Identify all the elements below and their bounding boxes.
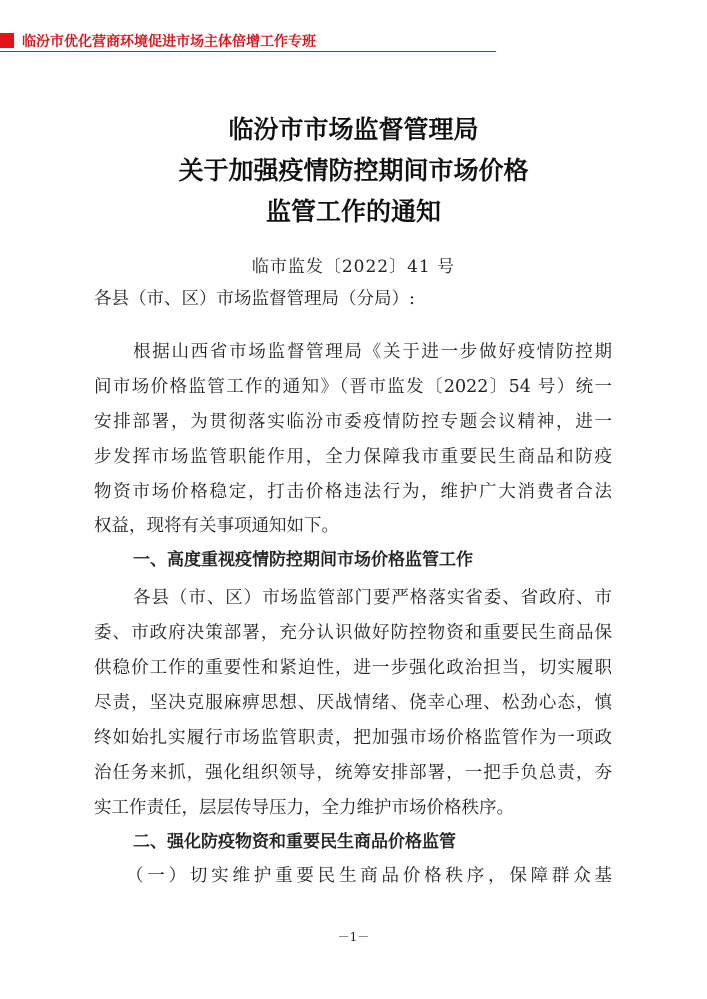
section-heading-2: 二、强化防疫物资和重要民生商品价格监管 <box>133 832 456 852</box>
document-title-line-3: 监管工作的通知 <box>265 197 441 226</box>
paragraph-2-line: 终如始扎实履行市场监管职责，把加强市场价格监管作为一项政 <box>94 728 612 748</box>
paragraph-1-line: 物资市场价格稳定，打击价格违法行为，维护广大消费者合法 <box>94 482 612 502</box>
paragraph-2-line: 实工作责任，层层传导压力，全力维护市场价格秩序。 <box>94 798 514 818</box>
paragraph-1-line: 间市场价格监管工作的通知》（晋市监发〔2022〕54 号）统一 <box>94 377 612 397</box>
paragraph-1-line: 权益，现将有关事项通知如下。 <box>94 516 339 536</box>
section-heading-1: 一、高度重视疫情防控期间市场价格监管工作 <box>133 550 473 570</box>
paragraph-2-line: 供稳价工作的重要性和紧迫性，进一步强化政治担当，切实履职 <box>94 658 612 678</box>
paragraph-1-line: 步发挥市场监管职能作用，全力保障我市重要民生商品和防疫 <box>94 447 612 467</box>
paragraph-1-line: 安排部署，为贯彻落实临汾市委疫情防控专题会议精神，进一 <box>94 412 612 432</box>
header-red-block <box>0 33 14 48</box>
document-title-line-2: 关于加强疫情防控期间市场价格 <box>178 156 529 185</box>
document-number: 临市监发〔2022〕41 号 <box>251 257 456 277</box>
header-divider <box>0 51 496 52</box>
page-number: －1－ <box>337 930 370 944</box>
salutation: 各县（市、区）市场监督管理局（分局）: <box>94 289 415 309</box>
paragraph-2-line: 委、市政府决策部署，充分认识做好防控物资和重要民生商品保 <box>94 623 612 643</box>
paragraph-1-line: 根据山西省市场监督管理局《关于进一步做好疫情防控期 <box>133 342 612 362</box>
header-banner-text: 临汾市优化营商环境促进市场主体倍增工作专班 <box>22 34 316 50</box>
paragraph-2-line: 尽责，坚决克服麻痹思想、厌战情绪、侥幸心理、松劲心态，慎 <box>94 693 612 713</box>
paragraph-3-line: （一）切实维护重要民生商品价格秩序，保障群众基 <box>126 866 612 886</box>
document-title-line-1: 临汾市市场监督管理局 <box>228 115 479 144</box>
paragraph-2-line: 治任务来抓，强化组织领导，统筹安排部署，一把手负总责，夯 <box>94 763 612 783</box>
paragraph-2-line: 各县（市、区）市场监管部门要严格落实省委、省政府、市 <box>133 588 612 608</box>
